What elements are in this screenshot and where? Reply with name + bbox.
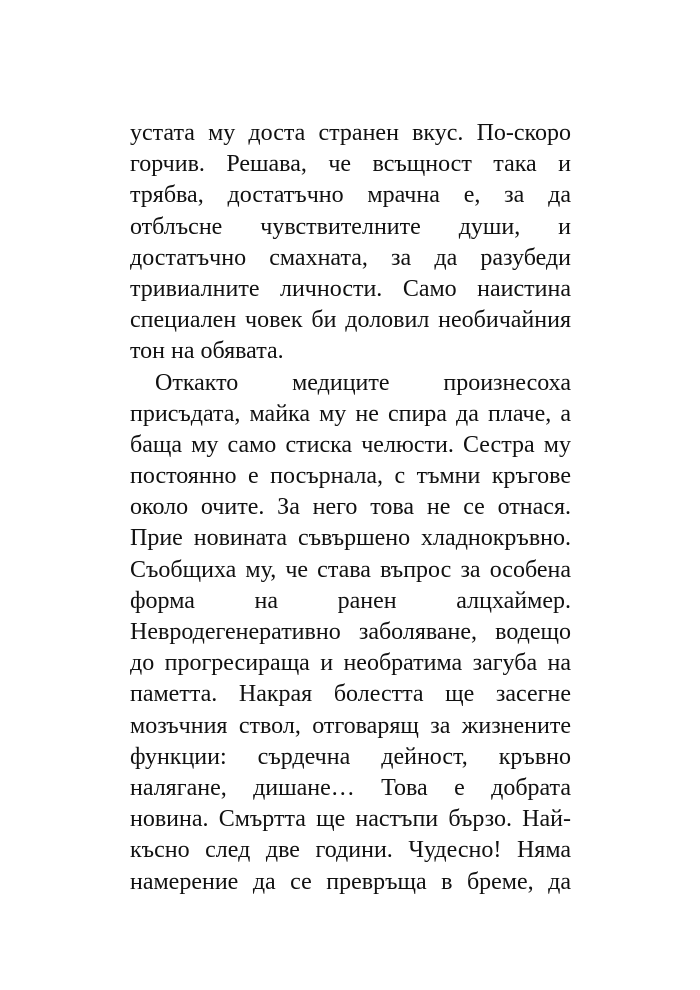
- text-line: достатъчно смахната, за да разубеди: [130, 244, 571, 271]
- text-line: постоянно е посърнала, с тъмни кръгове: [130, 463, 571, 490]
- text-line: Невродегенеративно заболяване, водещо: [130, 619, 571, 645]
- text-line: тривиалните личности. Само наистина: [130, 275, 571, 302]
- text-line: Прие новината съвършено хладнокръвно.: [130, 525, 571, 552]
- text-line: специален човек би доловил необичайния: [130, 307, 571, 334]
- text-line: устата му доста странен вкус. По-скоро: [130, 120, 571, 146]
- text-line: Съобщиха му, че става въпрос за особена: [130, 556, 571, 583]
- text-line: намерение да се превръща в бреме, да: [130, 868, 571, 895]
- text-line: налягане, дишане… Това е добрата: [130, 774, 571, 801]
- text-line: до прогресираща и необратима загуба на: [130, 650, 571, 677]
- text-line: форма на ранен алцхаймер.: [130, 587, 571, 614]
- text-line: новина. Смъртта ще настъпи бързо. Най-: [130, 806, 571, 833]
- text-line: около очите. За него това не се отнася.: [130, 494, 571, 521]
- text-line: Откакто медиците произнесоха: [155, 369, 571, 396]
- text-line: късно след две години. Чудесно! Няма: [130, 837, 571, 864]
- text-line: баща му само стиска челюсти. Сестра му: [130, 431, 571, 458]
- text-line: тон на обявата.: [130, 338, 284, 365]
- text-line: горчив. Решава, че всъщност така и: [130, 151, 571, 178]
- text-line: паметта. Накрая болестта ще засегне: [130, 681, 571, 708]
- text-line: трябва, достатъчно мрачна е, за да: [130, 182, 571, 209]
- text-line: отблъсне чувствителните души, и: [130, 213, 571, 240]
- text-line: присъдата, майка му не спира да плаче, а: [130, 400, 571, 427]
- text-line: функции: сърдечна дейност, кръвно: [130, 743, 571, 770]
- body-text: [130, 118, 571, 898]
- text-line: мозъчния ствол, отговарящ за жизнените: [130, 712, 571, 739]
